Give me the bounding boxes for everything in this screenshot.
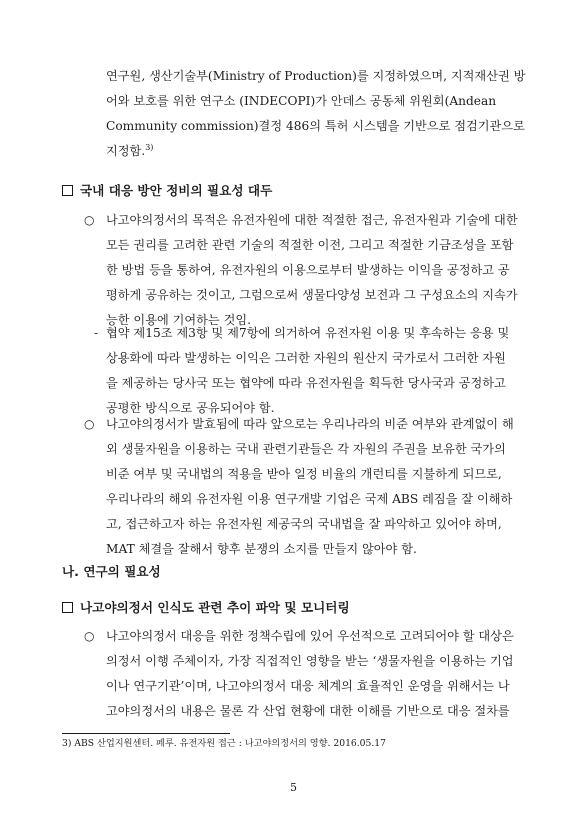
section-heading-text: 나고야의정서 인식도 관련 추이 파악 및 모니터링	[80, 600, 350, 615]
text-line: 우리나라의 해외 유전자원 이용 연구개발 기업은 국제 ABS 레짐을 잘 이해하	[106, 492, 513, 506]
text-line: 평하게 공유하는 것이고, 그럼으로써 생물다양성 보전과 그 구성요소의 지속가	[106, 288, 518, 302]
section-heading	[62, 181, 272, 201]
text-line: Community commission)결정 486의 특허 시스템을 기반으로 점검기관으로	[106, 119, 525, 133]
paragraph	[106, 208, 538, 333]
bullet-circle-icon: ○	[84, 417, 95, 431]
text-line: 능한 이용에 기여하는 것임.	[106, 313, 252, 327]
section-title: 나. 연구의 필요성	[62, 564, 161, 579]
text-line: 고야의정서의 내용은 물론 각 산업 현황에 대한 이해를 기반으로 대응 절차를	[106, 704, 510, 718]
text-line: 연구원, 생산기술부(Ministry of Production)를 지정하였으며, 지적재산권 방	[106, 69, 526, 83]
text-line: 모든 권리를 고려한 관련 기술의 적절한 이전, 그리고 적절한 기금조성을 포함	[106, 238, 514, 252]
text-line: 한 방법 등을 통하여, 유전자원의 이용으로부터 발생하는 이익을 공정하고 공	[106, 263, 510, 277]
section-heading	[62, 598, 350, 618]
dash-bullet: -	[94, 326, 99, 340]
text-line: 나고야의정서 대응을 위한 정책수립에 있어 우선적으로 고려되어야 할 대상은	[106, 629, 514, 643]
text-line: 이나 연구기관’이며, 나고야의정서 대응 체계의 효율적인 운영을 위해서는 나	[106, 679, 510, 693]
footnote-reference: 3)	[145, 142, 154, 152]
text-line: MAT 체결을 잘해서 향후 분쟁의 소지를 만들지 않아야 함.	[106, 542, 417, 556]
checkbox-square-icon	[62, 602, 73, 613]
text-line: 상용화에 따라 발생하는 이익은 그러한 자원의 원산지 국가로서 그러한 자원	[106, 351, 506, 365]
checkbox-square-icon	[62, 185, 73, 196]
footnote: 3) ABS 산업지원센터. 페루. 유전자원 접근 : 나고야의정서의 영향. 2016.05.17	[62, 738, 386, 749]
paragraph	[106, 624, 538, 724]
bullet-circle-icon: ○	[84, 629, 95, 643]
text-line-content: 지정함.	[106, 144, 146, 158]
text-line: 어와 보호를 위한 연구소 (INDECOPI)가 안데스 공동체 위원회(Andean	[106, 94, 497, 108]
page-number: 5	[290, 781, 297, 794]
footnote-divider	[62, 733, 230, 734]
text-line: 공평한 방식으로 공유되어야 함.	[106, 401, 275, 415]
text-line: 나고야의정서가 발효됨에 따라 앞으로는 우리나라의 비준 여부와 관계없이 해	[106, 417, 514, 431]
text-line: 의정서 이행 주체이자, 가장 직접적인 영향을 받는 ‘생물자원을 이용하는 기업	[106, 654, 514, 668]
text-line	[106, 139, 538, 164]
bullet-circle-icon: ○	[84, 213, 95, 227]
text-line: 을 제공하는 당사국 또는 협약에 따라 유전자원을 획득한 당사국과 공정하고	[106, 376, 506, 390]
text-line: 고, 접근하고자 하는 유전자원 제공국의 국내법을 잘 파악하고 있어야 하며,	[106, 517, 502, 531]
text-line: 협약 제15조 제3항 및 제7항에 의거하여 유전자원 이용 및 후속하는 응용 및	[106, 326, 510, 340]
text-line: 외 생물자원을 이용하는 국내 관련기관들은 각 자원의 주권을 보유한 국가의	[106, 442, 506, 456]
text-line: 나고야의정서의 목적은 유전자원에 대한 적절한 접근, 유전자원과 기술에 대한	[106, 213, 518, 227]
text-line: 비준 여부 및 국내법의 적용을 받아 일정 비율의 개런티를 지불하게 되므로,	[106, 467, 502, 481]
intro-paragraph	[106, 64, 538, 164]
section-heading-text: 국내 대응 방안 정비의 필요성 대두	[80, 183, 273, 198]
sub-paragraph	[106, 321, 538, 421]
paragraph	[106, 412, 538, 562]
